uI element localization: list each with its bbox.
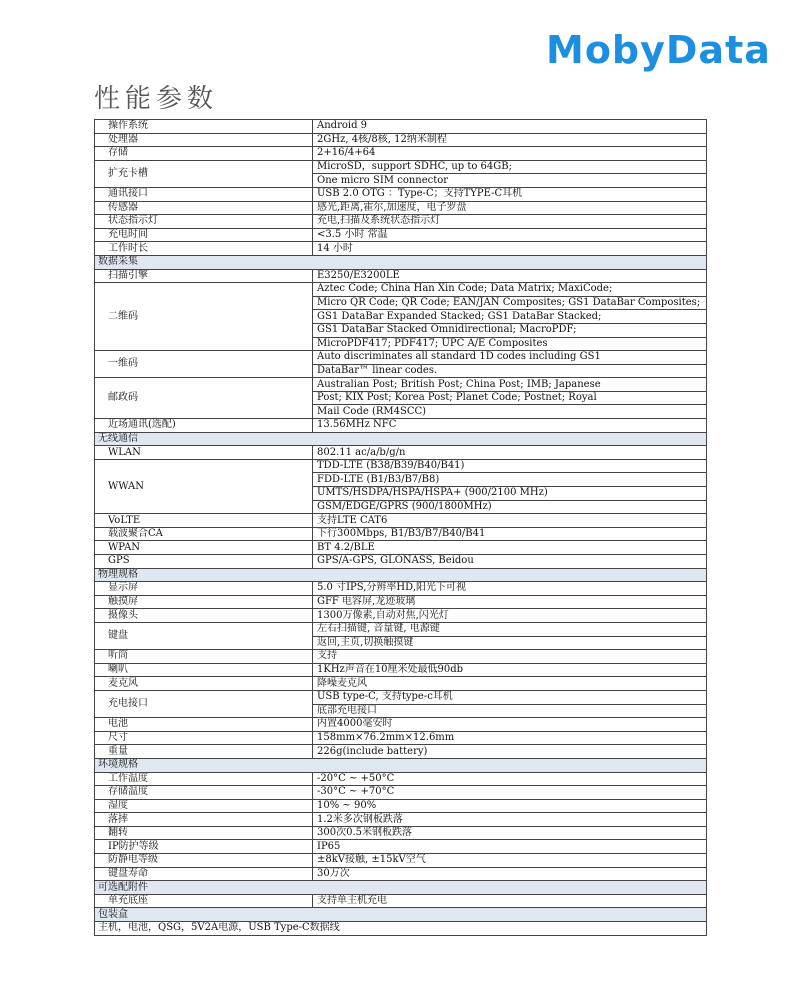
spec-row: [95, 419, 707, 433]
spec-value: Android 9: [313, 120, 707, 134]
spec-row: [95, 160, 707, 174]
spec-value: Micro QR Code; QR Code; EAN/JAN Composites; GS1 DataBar Composites;: [313, 296, 707, 310]
spec-row: [95, 731, 707, 745]
spec-value: 支持LTE CAT6: [313, 514, 707, 528]
spec-value: Post; KIX Post; Korea Post; Planet Code; Postnet; Royal: [313, 391, 707, 405]
spec-value: 1KHz声音在10厘米处最低90db: [313, 663, 707, 677]
spec-label: VoLTE: [95, 514, 313, 528]
spec-value: 支持: [313, 650, 707, 664]
spec-table-body: [95, 120, 707, 936]
spec-label: GPS: [95, 555, 313, 569]
spec-label: 传感器: [95, 201, 313, 215]
spec-value: -30°C ~ +70°C: [313, 786, 707, 800]
spec-value: TDD-LTE (B38/B39/B40/B41): [313, 459, 707, 473]
spec-row: [95, 527, 707, 541]
spec-row: [95, 867, 707, 881]
spec-value: 支持单主机充电: [313, 894, 707, 908]
spec-value: BT 4.2/BLE: [313, 541, 707, 555]
section-title: 数据采集: [95, 255, 707, 269]
spec-label: 存储温度: [95, 786, 313, 800]
spec-label: 摄像头: [95, 609, 313, 623]
spec-value: 下行300Mbps, B1/B3/B7/B40/B41: [313, 527, 707, 541]
section-header-row: [95, 432, 707, 446]
spec-value: 158mm×76.2mm×12.6mm: [313, 731, 707, 745]
page-title: 性能参数: [94, 84, 219, 114]
spec-label: 翻转: [95, 826, 313, 840]
spec-label: 落摔: [95, 813, 313, 827]
spec-row: [95, 351, 707, 365]
full-width-value: 主机，电池，QSG，5V2A电源，USB Type-C数据线: [95, 922, 707, 936]
spec-value: FDD-LTE (B1/B3/B7/B8): [313, 473, 707, 487]
spec-value: 感光,距离,霍尔,加速度，电子罗盘: [313, 201, 707, 215]
spec-label: 电池: [95, 718, 313, 732]
spec-label: 状态指示灯: [95, 215, 313, 229]
spec-row: [95, 187, 707, 201]
spec-label: 通讯接口: [95, 187, 313, 201]
spec-row: [95, 894, 707, 908]
spec-row: [95, 854, 707, 868]
spec-value: 13.56MHz NFC: [313, 419, 707, 433]
spec-label: 湿度: [95, 799, 313, 813]
spec-label: 尺寸: [95, 731, 313, 745]
spec-row: [95, 269, 707, 283]
spec-label: 听筒: [95, 650, 313, 664]
spec-row: [95, 609, 707, 623]
section-title: 可选配附件: [95, 881, 707, 895]
spec-value: 2GHz, 4核/8核, 12纳米制程: [313, 133, 707, 147]
spec-label: 载波聚合CA: [95, 527, 313, 541]
spec-value: E3250/E3200LE: [313, 269, 707, 283]
spec-label: 单充底座: [95, 894, 313, 908]
spec-value: 14 小时: [313, 242, 707, 256]
spec-value: 226g(include battery): [313, 745, 707, 759]
spec-row: [95, 378, 707, 392]
spec-label: WPAN: [95, 541, 313, 555]
spec-row: [95, 813, 707, 827]
spec-row: [95, 772, 707, 786]
spec-value: 10% ~ 90%: [313, 799, 707, 813]
spec-value: 30万次: [313, 867, 707, 881]
spec-label: 充电接口: [95, 690, 313, 717]
spec-value: GPS/A-GPS, GLONASS, Beidou: [313, 555, 707, 569]
spec-row: [95, 283, 707, 297]
spec-value: 左右扫描键, 音量键, 电源键: [313, 622, 707, 636]
spec-label: WWAN: [95, 459, 313, 513]
spec-label: 存储: [95, 147, 313, 161]
spec-row: [95, 622, 707, 636]
spec-row: [95, 718, 707, 732]
section-header-row: [95, 255, 707, 269]
section-title: 无线通信: [95, 432, 707, 446]
spec-label: 工作温度: [95, 772, 313, 786]
spec-value: UMTS/HSDPA/HSPA/HSPA+ (900/2100 MHz): [313, 487, 707, 501]
spec-label: 触摸屏: [95, 595, 313, 609]
spec-row: [95, 595, 707, 609]
spec-value: GSM/EDGE/GPRS (900/1800MHz): [313, 500, 707, 514]
spec-row: [95, 786, 707, 800]
spec-row: [95, 459, 707, 473]
spec-label: 键盘寿命: [95, 867, 313, 881]
section-title: 物理规格: [95, 568, 707, 582]
spec-label: 键盘: [95, 622, 313, 649]
spec-value: Mail Code (RM4SCC): [313, 405, 707, 419]
full-width-row: [95, 922, 707, 936]
section-title: 环境规格: [95, 758, 707, 772]
spec-value: 2+16/4+64: [313, 147, 707, 161]
section-header-row: [95, 881, 707, 895]
spec-label: 扩充卡槽: [95, 160, 313, 187]
spec-label: 显示屏: [95, 582, 313, 596]
spec-value: MicroPDF417; PDF417; UPC A/E Composites: [313, 337, 707, 351]
spec-value: GFF 电容屏,龙迹玻璃: [313, 595, 707, 609]
spec-label: 扫描引擎: [95, 269, 313, 283]
spec-value: 降噪麦克风: [313, 677, 707, 691]
mobydata-logo: MobyData: [546, 28, 771, 72]
spec-row: [95, 582, 707, 596]
spec-row: [95, 228, 707, 242]
spec-value: 5.0 寸IPS,分辨率HD,阳光下可视: [313, 582, 707, 596]
spec-row: [95, 215, 707, 229]
spec-row: [95, 201, 707, 215]
spec-label: 充电时间: [95, 228, 313, 242]
spec-label: 处理器: [95, 133, 313, 147]
spec-row: [95, 133, 707, 147]
spec-value: GS1 DataBar Expanded Stacked; GS1 DataBar Stacked;: [313, 310, 707, 324]
spec-value: ±8kV接触, ±15kV空气: [313, 854, 707, 868]
section-header-row: [95, 908, 707, 922]
spec-value: 300次0.5米钢板跌落: [313, 826, 707, 840]
spec-value: DataBar™ linear codes.: [313, 364, 707, 378]
spec-value: -20°C ~ +50°C: [313, 772, 707, 786]
spec-row: [95, 541, 707, 555]
spec-row: [95, 745, 707, 759]
section-header-row: [95, 568, 707, 582]
spec-row: [95, 147, 707, 161]
spec-value: 1.2米多次钢板跌落: [313, 813, 707, 827]
spec-row: [95, 677, 707, 691]
spec-value: 底部充电接口: [313, 704, 707, 718]
spec-label: 麦克风: [95, 677, 313, 691]
spec-label: 重量: [95, 745, 313, 759]
spec-label: 一维码: [95, 351, 313, 378]
section-header-row: [95, 758, 707, 772]
spec-row: [95, 826, 707, 840]
spec-row: [95, 120, 707, 134]
spec-row: [95, 555, 707, 569]
spec-value: One micro SIM connector: [313, 174, 707, 188]
section-title: 包装盒: [95, 908, 707, 922]
spec-row: [95, 799, 707, 813]
spec-label: 操作系统: [95, 120, 313, 134]
spec-value: <3.5 小时 常温: [313, 228, 707, 242]
spec-value: 内置4000毫安时: [313, 718, 707, 732]
spec-label: 邮政码: [95, 378, 313, 419]
spec-value: 1300万像素,自动对焦,闪光灯: [313, 609, 707, 623]
spec-value: MicroSD，support SDHC, up to 64GB;: [313, 160, 707, 174]
spec-row: [95, 663, 707, 677]
spec-value: USB type-C, 支持type-c耳机: [313, 690, 707, 704]
spec-value: 充电,扫描及系统状态指示灯: [313, 215, 707, 229]
spec-row: [95, 690, 707, 704]
spec-value: IP65: [313, 840, 707, 854]
spec-value: 返回,主页,切换触摸键: [313, 636, 707, 650]
spec-row: [95, 446, 707, 460]
spec-label: WLAN: [95, 446, 313, 460]
spec-row: [95, 840, 707, 854]
spec-value: Auto discriminates all standard 1D codes including GS1: [313, 351, 707, 365]
spec-value: 802.11 ac/a/b/g/n: [313, 446, 707, 460]
spec-label: 工作时长: [95, 242, 313, 256]
spec-table: [94, 119, 707, 936]
spec-value: GS1 DataBar Stacked Omnidirectional; MacroPDF;: [313, 323, 707, 337]
spec-value: USB 2.0 OTG ：Type-C；支持TYPE-C耳机: [313, 187, 707, 201]
spec-label: IP防护等级: [95, 840, 313, 854]
spec-value: Aztec Code; China Han Xin Code; Data Matrix; MaxiCode;: [313, 283, 707, 297]
spec-label: 二维码: [95, 283, 313, 351]
spec-value: Australian Post; British Post; China Post; IMB; Japanese: [313, 378, 707, 392]
spec-row: [95, 242, 707, 256]
spec-label: 防静电等级: [95, 854, 313, 868]
spec-label: 近场通讯(选配): [95, 419, 313, 433]
spec-row: [95, 514, 707, 528]
spec-row: [95, 650, 707, 664]
spec-label: 喇叭: [95, 663, 313, 677]
